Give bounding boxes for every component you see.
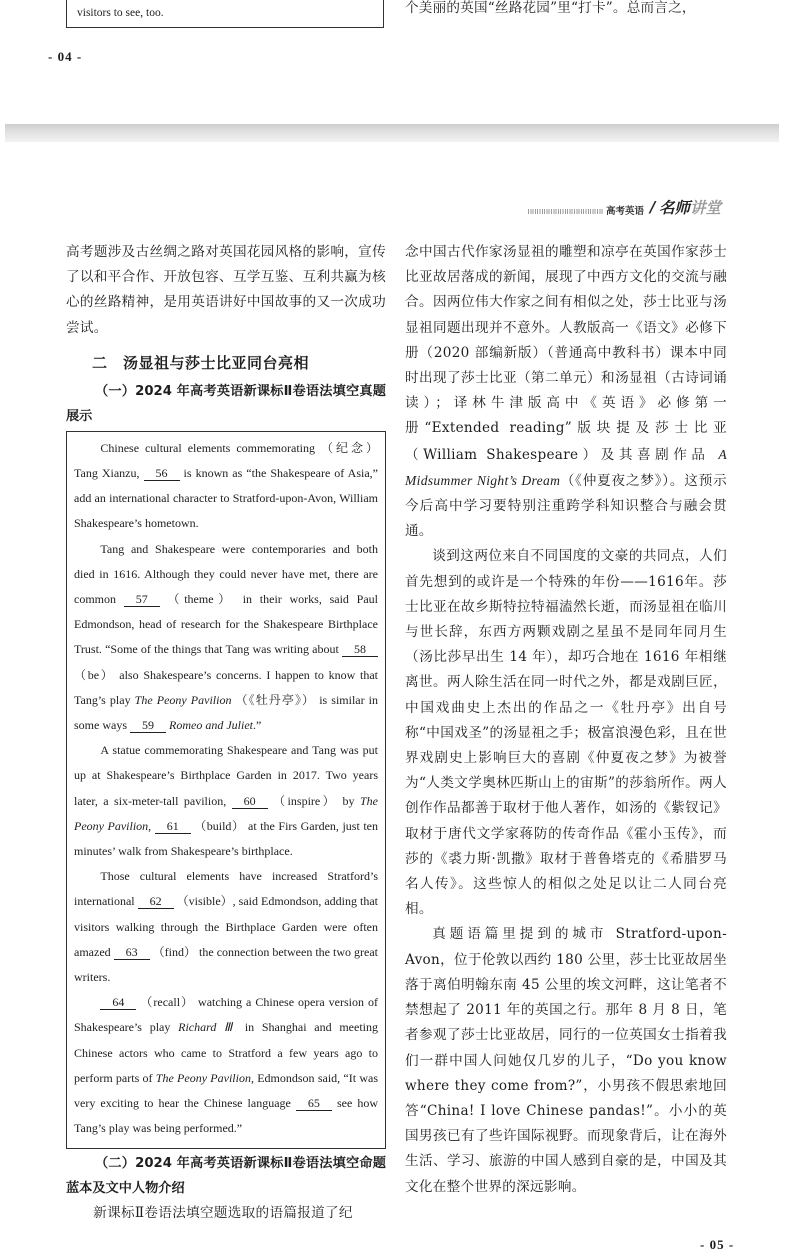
page-number-05: - 05 - <box>700 1237 735 1252</box>
right-paragraph-2: 谈到这两位来自不同国度的文豪的共同点，人们首先想到的或许是一个特殊的年份——1616年。莎士比亚在故乡斯特拉特福溘然长逝，而汤显祖在临川与世长辞，东西方两颗戏剧之星虽不是同年同月生（汤比莎早出生 14 年），却巧合地在 1616 年相继离世。两人除生活在同一时代之外，都是戏剧巨匠，中国戏曲史上杰出的作品之一《牡丹亭》出自号称“中国戏圣”的汤显祖之手；极富浪漫色彩，且在世界戏剧史上影响巨大的喜剧《仲夏夜之梦》为被誉为“人类文学奥林匹斯山上的宙斯”的莎翁所作。两人创作作品都善于取材于他人著作，如汤的《紫钗记》取材于唐代文学家蒋防的传奇作品《霍小玉传》，而莎的《裘力斯·凯撒》取材于普鲁塔克的《希腊罗马名人传》。这些惊人的相似之处足以让二人同台亮相。 <box>405 548 727 918</box>
subsection-title-1: （一）2024 年高考英语新课标Ⅱ卷语法填空真题展示 <box>66 383 386 424</box>
left-column <box>66 240 386 1226</box>
header-column-title <box>659 196 721 218</box>
blank-60: 60 <box>232 794 268 809</box>
header-subject: 高考英语 <box>606 206 645 217</box>
header-title-dark: 名师 <box>659 199 691 217</box>
tail-paragraph: 新课标Ⅱ卷语法填空题选取的语篇报道了纪 <box>93 1204 353 1221</box>
blank-62: 62 <box>138 894 174 909</box>
right-paragraph-3: 真题语篇里提到的城市 Stratford-upon-Avon，位于伦敦以西约 180 公里，莎士比亚故居坐落于离伯明翰东南 45 公里的埃文河畔，这让笔者不禁想起了 2011 年的英国之行。那年 8 月 8 日，笔者参观了莎士比亚故居，同行的一位英国女士指着我们一群中国人问她仅几岁的儿子，“Do you know where they come from?”，小男孩不假思索地回答“China! I love Chinese pandas!”。小小的英国男孩已有了些许国际视野。而现象背后，让在海外生活、学习、旅游的中国人感到自豪的是，中国及其文化在整个世界的深远影响。 <box>405 926 727 1195</box>
page-number-04: - 04 - <box>48 49 83 64</box>
exam-paragraph-1: Chinese cultural elements commemorating （纪念） Tang Xianzu, 56 is known as “the Shakespeare of Asia,” add an international character to Stratford-upon-Avon, William Shakespeare’s hometown. <box>74 440 378 531</box>
exam-paragraph-5: 64 （recall） watching a Chinese opera version of Shakespeare’s play Richard Ⅲ in Shanghai and meeting Chinese actors who came to Stratford a few years ago to perform parts of The Peony Pavilion, Edmondson said, “It was very exciting to hear the Chinese language 65 see how Tang’s play was being performed.” <box>74 995 379 1136</box>
blank-65: 65 <box>296 1096 332 1111</box>
exam-paragraph-2: Tang and Shakespeare were contemporaries and both died in 1616. Although they could never have met, there are common 57 （theme） in their works, said Paul Edmondson, head of research for the Shakespeare Birthplace Trust. “Some of the things that Tang was writing about 58 （be） also Shakespeare’s concerns. I happen to know that Tang’s play The Peony Pavilion （《牡丹亭》） is similar in some ways 59 Romeo and Juliet.” <box>74 541 379 733</box>
right-column <box>405 240 727 1200</box>
previous-page-right-line: 个美丽的英国“丝路花园”里“打卡”。总而言之， <box>405 0 696 16</box>
blank-58: 58 <box>342 642 378 657</box>
header-slash: / <box>650 198 656 216</box>
blank-61: 61 <box>155 819 191 834</box>
exam-passage-box <box>66 431 386 1149</box>
blank-59: 59 <box>130 718 166 733</box>
right-paragraph-1: 念中国古代作家汤显祖的雕塑和凉亭在英国作家莎士比亚故居落成的新闻，展现了中西方文化的交流与融合。因两位伟大作家之间有相似之处，莎士比亚与汤显祖同题出现并不意外。人教版高一《语文》必修下册（2020 部编新版）（普通高中教科书）课本中同时出现了莎士比亚（第二单元）和汤显祖（古诗词诵读）；译林牛津版高中《英语》必修第一册“Extended reading”版块提及莎士比亚（William Shakespeare）及其喜剧作品 A Midsummer Night’s Dream（《仲夏夜之梦》）。这预示今后高中学习要特别注重跨学科知识整合与融会贯通。 <box>405 244 727 540</box>
blank-64: 64 <box>100 995 136 1010</box>
header-title-light: 讲堂 <box>690 199 722 217</box>
exam-paragraph-3: A statue commemorating Shakespeare and Tang was put up at Shakespeare’s Birthplace Garden in 2017. Two years later, a six-meter-tall pavilion, 60 （inspire） by The Peony Pavilion, 61 （build） at the Firs Garden, just ten minutes’ walk from Shakespeare’s birthplace. <box>74 743 378 859</box>
blank-63: 63 <box>114 945 150 960</box>
intro-paragraph: 高考题涉及古丝绸之路对英国花园风格的影响，宣传了以和平合作、开放包容、互学互鉴、互利共赢为核心的丝路精神，是用英语讲好中国故事的又一次成功尝试。 <box>66 244 386 336</box>
header-dotted-rule <box>528 209 604 214</box>
page-separator <box>5 124 779 142</box>
blank-56: 56 <box>144 466 180 481</box>
blank-57: 57 <box>124 592 160 607</box>
section-title: 二 汤显祖与莎士比亚同台亮相 <box>92 353 310 372</box>
prev-box-line: visitors to see, too. <box>77 7 164 19</box>
exam-paragraph-4: Those cultural elements have increased Stratford’s international 62 （visible）, said Edmondson, adding that visitors walking through the Birthplace Garden were often amazed 63 （find） the connection between the two great writers. <box>74 869 378 985</box>
subsection-title-2: （二）2024 年高考英语新课标Ⅱ卷语法填空命题蓝本及文中人物介绍 <box>66 1155 386 1196</box>
previous-page-text-box <box>66 0 384 28</box>
